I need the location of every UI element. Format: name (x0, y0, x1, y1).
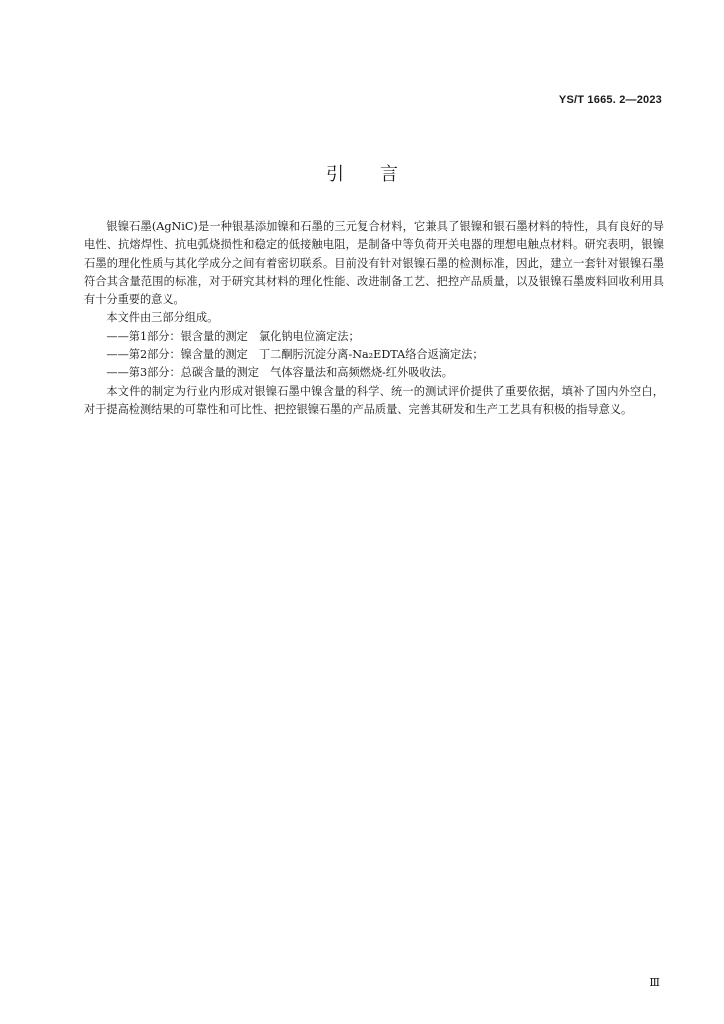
list-item-part-1: ——第1部分：银含量的测定 氯化钠电位滴定法； (106, 329, 360, 343)
list-item-part-2: ——第2部分：镍含量的测定 丁二酮肟沉淀分离-Na₂EDTA络合返滴定法； (106, 348, 484, 362)
paragraph-composition: 本文件由三部分组成。 (106, 311, 219, 325)
page-title: 引言 (326, 164, 434, 185)
paragraph-significance: 本文件的制定为行业内形成对银镍石墨中镍含量的科学、统一的测试评价提供了重要依据，填补了国内外空白，对于提高检测结果的可靠性和可比性、把控银镍石墨的产品质量、完善其研发和生产工艺具有积极的指导意义。 (84, 384, 664, 416)
page-number: Ⅲ (649, 976, 660, 989)
standard-code: YS/T 1665. 2—2023 (558, 94, 662, 106)
body-text (84, 218, 664, 419)
list-item-part-3: ——第3部分：总碳含量的测定 气体容量法和高频燃烧-红外吸收法。 (106, 366, 453, 380)
paragraph-intro: 银镍石墨(AgNiC)是一种银基添加镍和石墨的三元复合材料，它兼具了银镍和银石墨材料的特性，具有良好的导电性、抗熔焊性、抗电弧烧损性和稳定的低接触电阻，是制备中等负荷开关电器的理想电触点材料。研究表明，银镍石墨的理化性质与其化学成分之间有着密切联系。目前没有针对银镍石墨的检测标准，因此，建立一套针对银镍石墨符合其含量范围的标准，对于研究其材料的理化性能、改进制备工艺、把控产品质量，以及银镍石墨废料回收利用具有十分重要的意义。 (84, 220, 664, 307)
